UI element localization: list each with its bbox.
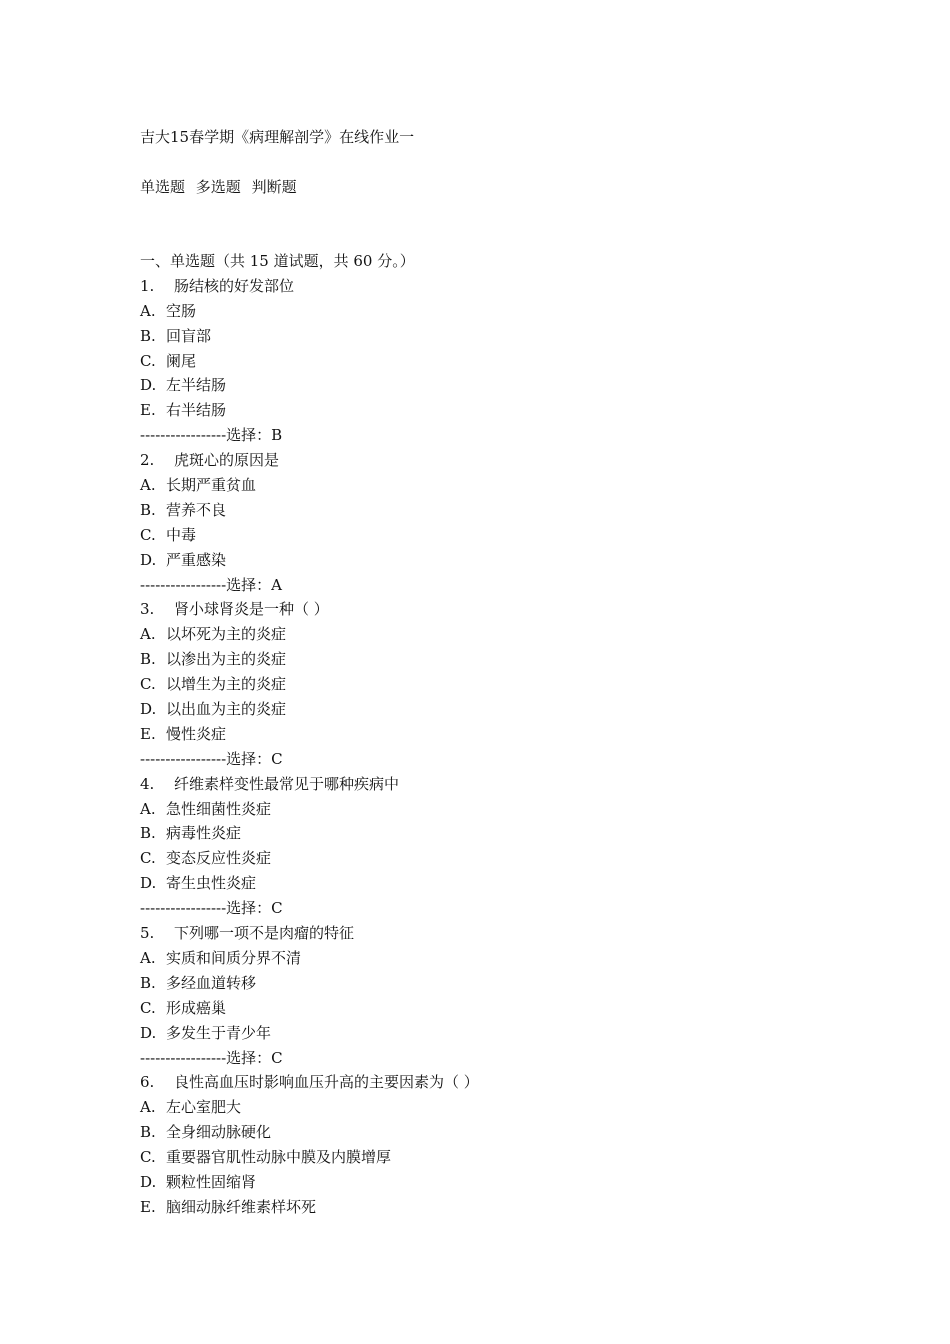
question-text: 肠结核的好发部位 xyxy=(174,276,295,295)
answer-value: C xyxy=(271,899,283,918)
answer-value: A xyxy=(271,575,283,594)
option-text: 中毒 xyxy=(166,525,197,544)
option-text: 左心室肥大 xyxy=(166,1098,242,1117)
answer-line xyxy=(140,898,479,923)
answer-prefix: -----------------选择： xyxy=(140,426,272,445)
answer-option xyxy=(140,375,479,400)
option-letter: A. xyxy=(140,948,156,967)
answer-value: C xyxy=(271,1048,283,1067)
option-letter: D. xyxy=(140,1023,157,1042)
option-letter: D. xyxy=(140,550,157,569)
option-text: 全身细动脉硬化 xyxy=(166,1123,272,1142)
option-text: 颗粒性固缩肾 xyxy=(166,1172,257,1191)
option-text: 慢性炎症 xyxy=(166,724,227,743)
answer-option xyxy=(140,674,479,699)
answer-line xyxy=(140,425,479,450)
answer-option xyxy=(140,649,479,674)
answer-option xyxy=(140,500,479,525)
section-heading: 一、单选题（共 15 道试题，共 60 分。） xyxy=(140,252,415,270)
option-letter: B. xyxy=(140,500,156,519)
question-text: 肾小球肾炎是一种（ ） xyxy=(174,600,329,619)
option-text: 以出血为主的炎症 xyxy=(166,700,287,719)
answer-prefix: -----------------选择： xyxy=(140,1048,272,1067)
option-letter: B. xyxy=(140,650,156,669)
question-number: 5. xyxy=(140,924,155,943)
question-stem xyxy=(140,450,479,475)
option-letter: E. xyxy=(140,724,156,743)
option-text: 形成癌巢 xyxy=(166,998,227,1017)
option-letter: D. xyxy=(140,700,157,719)
option-letter: D. xyxy=(140,1172,157,1191)
answer-prefix: -----------------选择： xyxy=(140,899,272,918)
option-letter: D. xyxy=(140,874,157,893)
option-text: 回盲部 xyxy=(166,326,212,345)
option-letter: B. xyxy=(140,973,156,992)
answer-option xyxy=(140,799,479,824)
question-stem xyxy=(140,923,479,948)
option-text: 多发生于青少年 xyxy=(166,1023,272,1042)
answer-option xyxy=(140,550,479,575)
answer-option xyxy=(140,475,479,500)
option-letter: E. xyxy=(140,401,156,420)
option-letter: C. xyxy=(140,351,156,370)
answer-option xyxy=(140,1172,479,1197)
question-text: 纤维素样变性最常见于哪种疾病中 xyxy=(174,774,400,793)
option-text: 以增生为主的炎症 xyxy=(166,675,287,694)
answer-option xyxy=(140,301,479,326)
option-text: 阑尾 xyxy=(166,351,197,370)
answer-option xyxy=(140,998,479,1023)
question-number: 4. xyxy=(140,774,155,793)
question-stem xyxy=(140,599,479,624)
answer-option xyxy=(140,873,479,898)
question-section xyxy=(140,251,479,1222)
answer-option xyxy=(140,624,479,649)
option-text: 营养不良 xyxy=(166,500,227,519)
option-text: 实质和间质分界不清 xyxy=(166,948,302,967)
answer-option xyxy=(140,948,479,973)
option-text: 空肠 xyxy=(166,301,197,320)
question-text: 良性高血压时影响血压升高的主要因素为（ ） xyxy=(174,1073,479,1092)
answer-option xyxy=(140,1197,479,1222)
option-text: 脑细动脉纤维素样坏死 xyxy=(166,1197,317,1216)
question-number: 3. xyxy=(140,600,155,619)
answer-option xyxy=(140,525,479,550)
question-stem xyxy=(140,1072,479,1097)
option-text: 左半结肠 xyxy=(166,376,227,395)
option-letter: A. xyxy=(140,476,156,495)
option-letter: B. xyxy=(140,326,156,345)
question-type-single: 单选题 xyxy=(140,178,186,196)
option-text: 以坏死为主的炎症 xyxy=(166,625,287,644)
option-text: 变态反应性炎症 xyxy=(166,849,272,868)
option-letter: A. xyxy=(140,1098,156,1117)
question-type-judgment: 判断题 xyxy=(251,178,297,196)
answer-option xyxy=(140,1097,479,1122)
option-letter: C. xyxy=(140,849,156,868)
answer-option xyxy=(140,1147,479,1172)
option-letter: C. xyxy=(140,998,156,1017)
answer-prefix: -----------------选择： xyxy=(140,749,272,768)
option-text: 右半结肠 xyxy=(166,401,227,420)
option-letter: A. xyxy=(140,799,156,818)
answer-prefix: -----------------选择： xyxy=(140,575,272,594)
answer-option xyxy=(140,326,479,351)
answer-value: B xyxy=(271,426,283,445)
option-text: 多经血道转移 xyxy=(166,973,257,992)
question-number: 1. xyxy=(140,276,155,295)
option-text: 以渗出为主的炎症 xyxy=(166,650,287,669)
question-number: 2. xyxy=(140,451,155,470)
answer-option xyxy=(140,973,479,998)
option-text: 严重感染 xyxy=(166,550,227,569)
answer-option xyxy=(140,1023,479,1048)
question-number: 6. xyxy=(140,1073,155,1092)
question-stem xyxy=(140,276,479,301)
question-type-list xyxy=(140,177,303,197)
option-letter: A. xyxy=(140,625,156,644)
option-text: 病毒性炎症 xyxy=(166,824,242,843)
answer-option xyxy=(140,351,479,376)
answer-option xyxy=(140,699,479,724)
answer-line xyxy=(140,749,479,774)
option-text: 寄生虫性炎症 xyxy=(166,874,257,893)
option-letter: D. xyxy=(140,376,157,395)
answer-line xyxy=(140,575,479,600)
option-letter: B. xyxy=(140,824,156,843)
question-text: 虎斑心的原因是 xyxy=(174,451,280,470)
option-text: 重要器官肌性动脉中膜及内膜增厚 xyxy=(166,1148,392,1167)
option-letter: C. xyxy=(140,675,156,694)
option-letter: B. xyxy=(140,1123,156,1142)
option-text: 急性细菌性炎症 xyxy=(166,799,272,818)
question-stem xyxy=(140,774,479,799)
answer-value: C xyxy=(271,749,283,768)
answer-option xyxy=(140,823,479,848)
option-letter: A. xyxy=(140,301,156,320)
answer-option xyxy=(140,400,479,425)
question-type-multiple: 多选题 xyxy=(195,178,241,196)
question-text: 下列哪一项不是肉瘤的特征 xyxy=(174,924,355,943)
option-letter: C. xyxy=(140,525,156,544)
answer-line xyxy=(140,1048,479,1073)
answer-option xyxy=(140,1122,479,1147)
document-title: 吉大15春学期《病理解剖学》在线作业一 xyxy=(140,128,415,146)
option-letter: C. xyxy=(140,1148,156,1167)
option-letter: E. xyxy=(140,1197,156,1216)
option-text: 长期严重贫血 xyxy=(166,476,257,495)
answer-option xyxy=(140,724,479,749)
answer-option xyxy=(140,848,479,873)
